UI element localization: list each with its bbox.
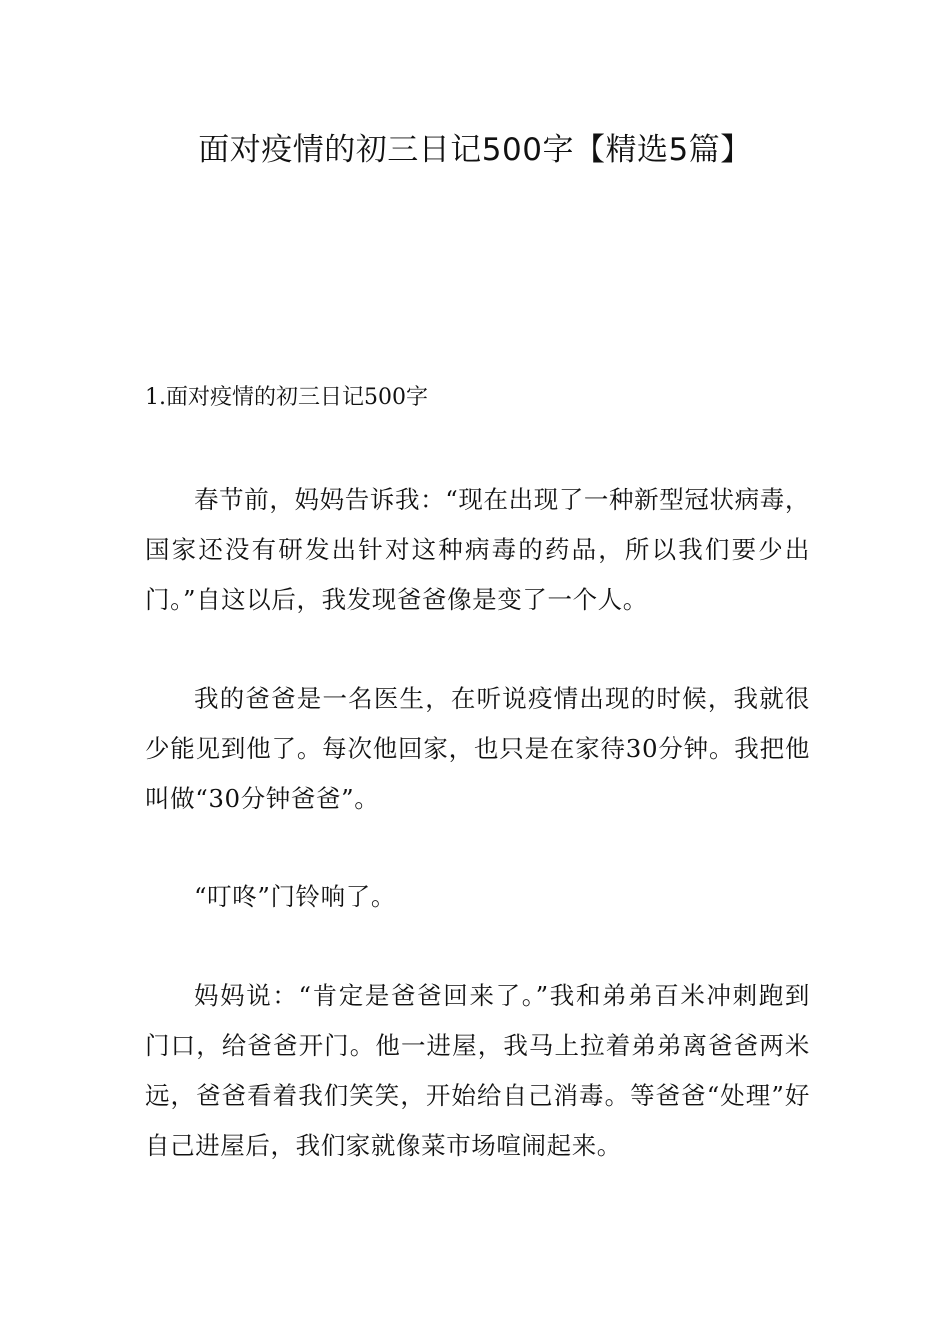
paragraph-1: 春节前，妈妈告诉我：“现在出现了一种新型冠状病毒，国家还没有研发出针对这种病毒的药品，所以我们要少出门。”自这以后，我发现爸爸像是变了一个人。 [145,485,810,614]
paragraph-3: “叮咚”门铃响了。 [194,882,396,911]
paragraph-4: 妈妈说：“肯定是爸爸回来了。”我和弟弟百米冲刺跑到门口，给爸爸开门。他一进屋，我马上拉着弟弟离爸爸两米远，爸爸看着我们笑笑，开始给自己消毒。等爸爸“处理”好自己进屋后，我们家就像菜市场喧闹起来。 [145,981,810,1160]
paragraph-2: 我的爸爸是一名医生，在听说疫情出现的时候，我就很少能见到他了。每次他回家，也只是在家待30分钟。我把他叫做“30分钟爸爸”。 [145,684,810,813]
section-heading: 1.面对疫情的初三日记500字 [145,385,428,410]
document-title: 面对疫情的初三日记500字【精选5篇】 [198,132,752,168]
